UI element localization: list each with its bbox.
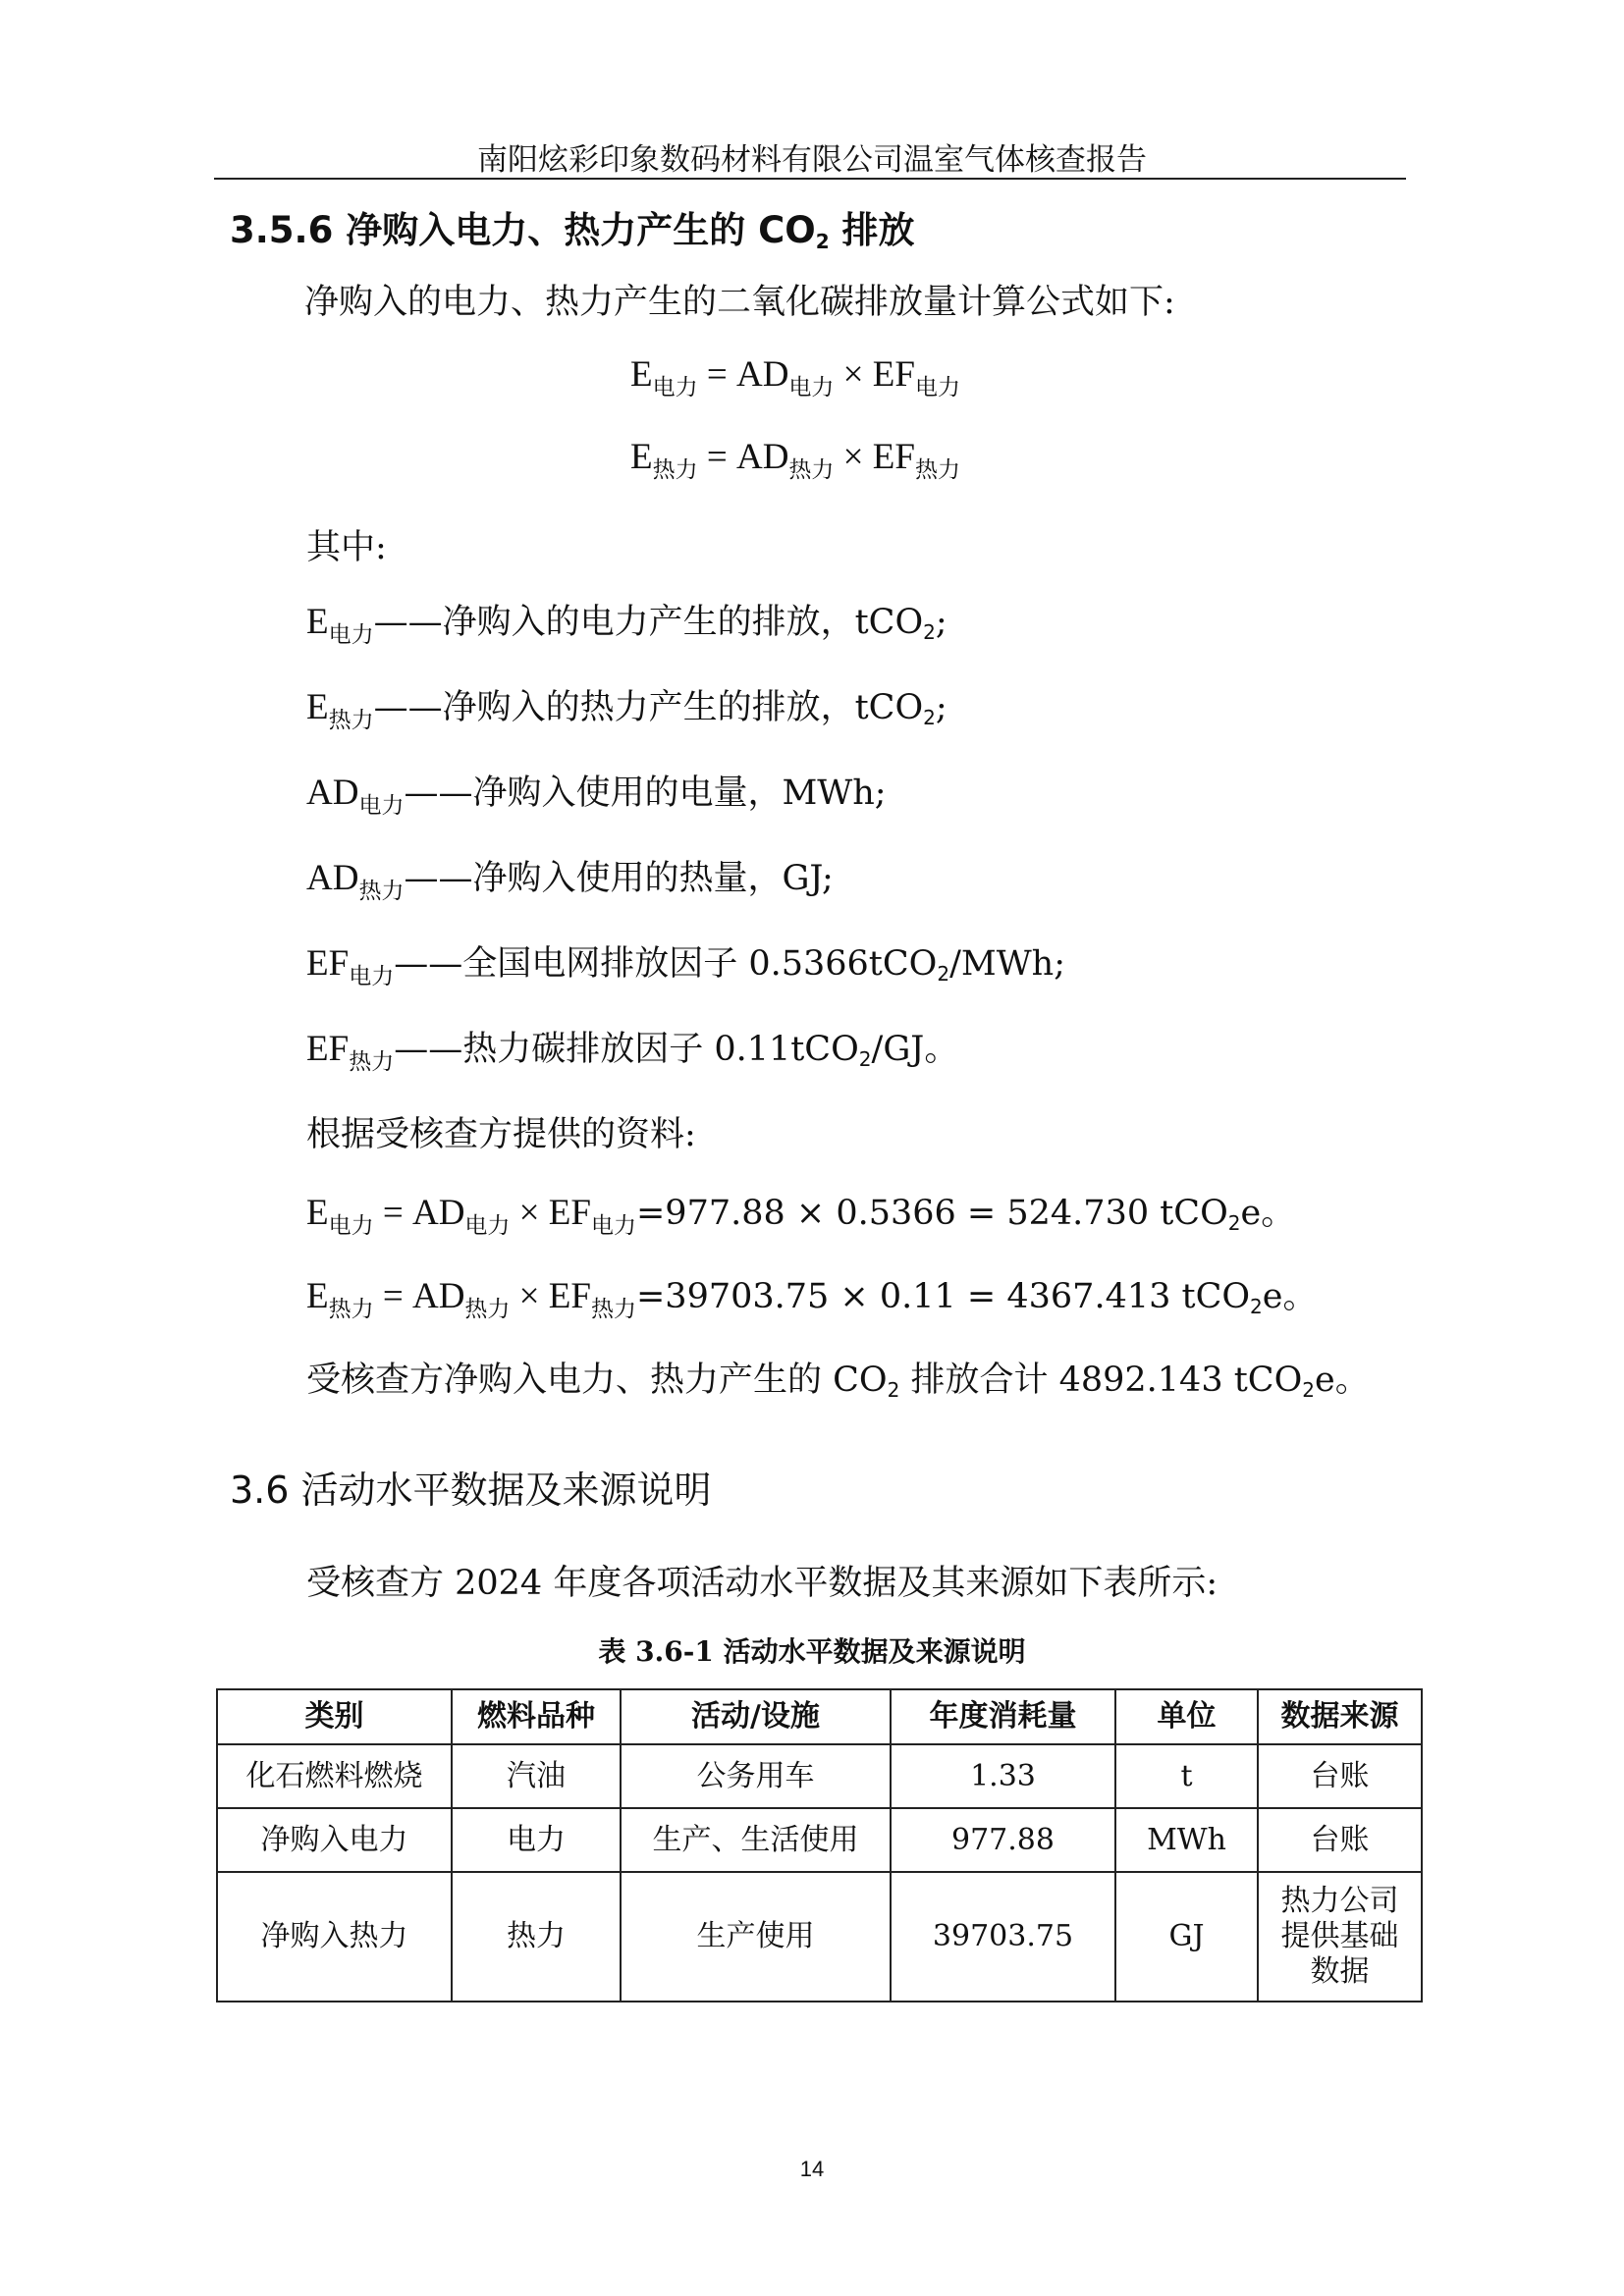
table-cell-data-source [1258, 1872, 1422, 2002]
column-header: 年度消耗量 [891, 1689, 1115, 1744]
table-cell: 977.88 [891, 1808, 1115, 1872]
table-cell: t [1115, 1744, 1258, 1808]
formula-electricity: $E_{电力} = AD_{电力} \times EF_{电力}$ [630, 354, 960, 400]
calc-electricity: $E_{电力} = AD_{电力} \times EF_{电力}=977.88 \times 0.5366 = 524.730$ tCO$_2$e。 [306, 1193, 1296, 1239]
table-cell: 公务用车 [621, 1744, 891, 1808]
calc-heat: $E_{热力} = AD_{热力} \times EF_{热力}=39703.75 \times 0.11 = 4367.413$ tCO$_2$e。 [306, 1276, 1318, 1322]
formula-heat: $E_{热力} = AD_{热力} \times EF_{热力}$ [630, 437, 960, 483]
table-cell: 台账 [1258, 1744, 1422, 1808]
table-cell: 净购入热力 [217, 1872, 452, 2002]
table-cell: MWh [1115, 1808, 1258, 1872]
table-cell: 热力 [452, 1872, 621, 2002]
where-label: 其中: [306, 528, 387, 567]
column-header: 数据来源 [1258, 1689, 1422, 1744]
table-intro: 受核查方 2024 年度各项活动水平数据及其来源如下表所示: [306, 1564, 1218, 1603]
header-rule [214, 178, 1406, 180]
table-cell: 生产使用 [621, 1872, 891, 2002]
section-heading-3-5-6: 3.5.6 净购入电力、热力产生的 $CO_2$ 排放 [230, 209, 915, 253]
table-cell: 净购入电力 [217, 1808, 452, 1872]
def-ef-electricity: $EF_{电力}——$全国电网排放因子 0.5366tCO$_2$/MWh; [306, 943, 1065, 989]
table-cell: 汽油 [452, 1744, 621, 1808]
table-cell: 台账 [1258, 1808, 1422, 1872]
table-caption: 表 3.6-1 活动水平数据及来源说明 [598, 1635, 1026, 1668]
page-number: 14 [799, 2157, 825, 2181]
table-row [217, 1808, 1422, 1872]
table-row [217, 1872, 1422, 2002]
table-cell: 1.33 [891, 1744, 1115, 1808]
table-cell: 电力 [452, 1808, 621, 1872]
table-cell: 化石燃料燃烧 [217, 1744, 452, 1808]
table-cell: GJ [1115, 1872, 1258, 2002]
intro-paragraph: 净购入的电力、热力产生的二氧化碳排放量计算公式如下: [304, 283, 1175, 322]
section-heading-3-6: 3.6 活动水平数据及来源说明 [230, 1468, 712, 1512]
page-header: 南阳炫彩印象数码材料有限公司温室气体核查报告 [477, 142, 1147, 178]
column-header: 活动/设施 [621, 1689, 891, 1744]
source-line: 提供基础 [1280, 1919, 1399, 1953]
def-ef-heat: $EF_{热力}——$热力碳排放因子 0.11tCO$_2$/GJ。 [306, 1029, 959, 1075]
table-cell: 39703.75 [891, 1872, 1115, 2002]
source-line: 数据 [1310, 1954, 1370, 1989]
activity-data-table [216, 1688, 1423, 2002]
table-row [217, 1744, 1422, 1808]
def-e-electricity: $E_{电力}——$净购入的电力产生的排放，tCO$_2$; [306, 602, 947, 648]
column-header: 类别 [217, 1689, 452, 1744]
def-ad-electricity: $AD_{电力}——$净购入使用的电量，MWh; [306, 773, 887, 819]
column-header: 单位 [1115, 1689, 1258, 1744]
total-emissions: 受核查方净购入电力、热力产生的 $CO_2$ 排放合计 4892.143 tCO$_2$e。 [306, 1361, 1370, 1402]
basis-paragraph: 根据受核查方提供的资料: [306, 1115, 696, 1154]
table-header-row [217, 1689, 1422, 1744]
def-ad-heat: $AD_{热力}——$净购入使用的热量，GJ; [306, 858, 834, 904]
def-e-heat: $E_{热力}——$净购入的热力产生的排放，tCO$_2$; [306, 687, 947, 733]
source-line: 热力公司 [1280, 1884, 1399, 1918]
table-cell: 生产、生活使用 [621, 1808, 891, 1872]
column-header: 燃料品种 [452, 1689, 621, 1744]
